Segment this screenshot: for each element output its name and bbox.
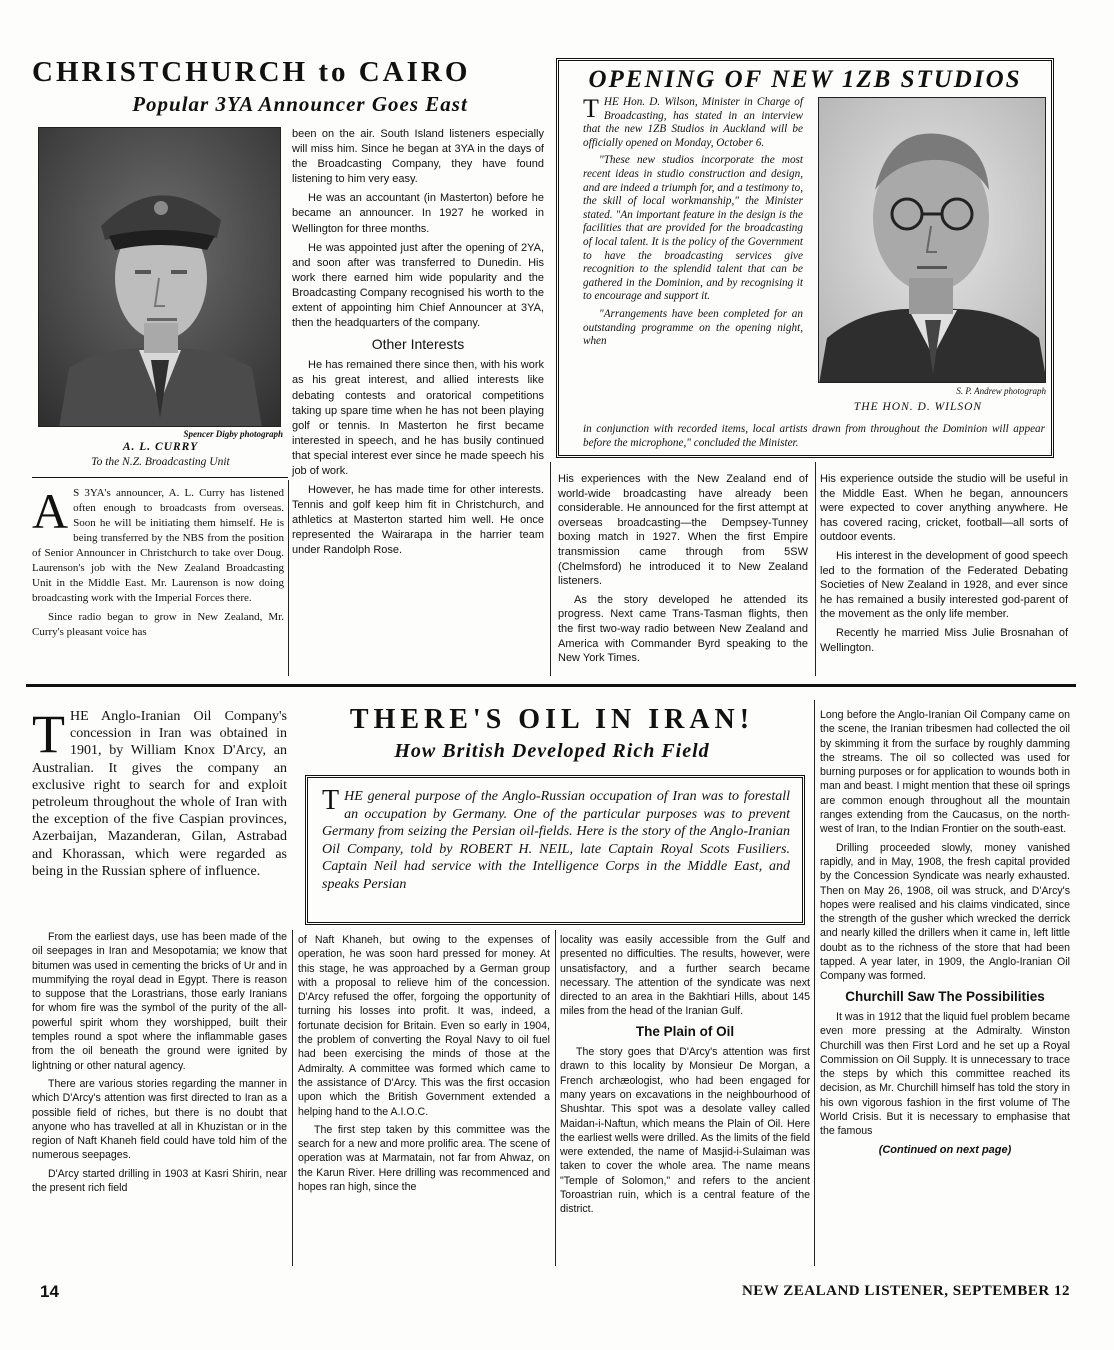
- wilson-portrait-photo: [818, 97, 1046, 383]
- story2-col1: [32, 930, 287, 1199]
- story2-col1-para3: D'Arcy started drilling in 1903 at Kasri Shirin, near the present rich field: [32, 1167, 287, 1195]
- story1-col2: [292, 127, 544, 563]
- story2-col3-para1: locality was easily accessible from the Gulf and presented no difficulties. The results, however, were unsatisfactory, and a further search became necessary. The attention of the syndicate was next directed to an area in the Bakhtiari Hills, about 145 miles from the head of the Iranian Gulf.: [560, 934, 810, 1018]
- story1-col3-para2: As the story developed he attended its progress. Next came Trans-Tasman flights, then the first two-way radio between New Zealand and America with Commander Byrd speaking to the New York Times.: [558, 593, 808, 665]
- story2-col2: [298, 933, 550, 1198]
- story2-lead-dropcap: T: [32, 704, 65, 764]
- story2-lead-text: HE Anglo-Iranian Oil Company's concession in Iran was obtained in 1901, by William Knox D'Arcy, an Australian. It gives the company an exclusive right to search for and exploit petroleum throughout the whole of Iran with the exception of the five Caspian provinces, Azerbaijan, Mazanderan, Gilan, Astrabad and Khorassan, which were regarded as being in the Russian sphere of influence.: [32, 709, 287, 879]
- studios-tail: in conjunction with recorded items, local artists drawn from throughout the Dominion will appear before the microphone," concluded the Minister.: [583, 423, 1045, 449]
- story2-col1-para2: There are various stories regarding the manner in which D'Arcy's attention was first directed to Iran as a possible field of riches, but there is no doubt that anyone who has travelled at all in Khuzistan or in the region of Naft Khaneh field could have told him of the numerous seepages.: [32, 1077, 287, 1162]
- section-divider: [26, 684, 1076, 687]
- story1-col2-para5: However, he has made time for other interests. Tennis and golf keep him fit in Christchurch, and athletics at Masterton started him well. He once represented the Wairarapa in the harrier team under Randolph Rose.: [292, 484, 544, 557]
- story1-col-rule-c: [815, 462, 816, 676]
- studios-text: [583, 96, 803, 353]
- story1-col2-para3: He was appointed just after the opening of 2YA, and soon after was transferred to Dunedin. His work there earned him wide popularity and the Broadcasting Company recognised his worth to the extent of appointing him Chief Announcer at 3YA, then the headquarters of the company.: [292, 241, 544, 330]
- story2-lead: [32, 704, 287, 884]
- story1-col4-para1: His experience outside the studio will be useful in the Middle East. When he began, announcers were expected to cover anything anywhere. He has covered racing, cricket, football—all sorts of outdoor events.: [820, 473, 1068, 544]
- story2-subtitle: How British Developed Rich Field: [394, 740, 710, 762]
- story1-subtitle: Popular 3YA Announcer Goes East: [132, 92, 468, 116]
- story2-col2-para1: of Naft Khaneh, but owing to the expenses of operation, he was soon hard pressed for money. At this stage, he was approached by a German group with a proposal to relieve him of the concession. D'Arcy refused the offer, forgoing the opportunity of turning his losses into profit. It was, indeed, a fortunate decision for Britain. Even so early in 1904, the problem of converting the Royal Navy to oil fuel had been exercising the minds of those at the Admiralty. A committee was formed which came to the assistance of D'Arcy. This was the first occasion upon which the British Government extended a helping hand to the A.I.O.C.: [298, 934, 550, 1118]
- story2-col1-para1: From the earliest days, use has been made of the oil seepages in Iran and Mesopotamia; we know that bitumen was used in cementing the bricks of Ur and in mummifying the royal dead in Egypt. There is reason to suppose that the Lorastrians, those early Iranians for whom fire was the symbol of the purity of the all-powerful spirit whom they worshipped, built their temples round a spot where the inflammable gases from the oil beneath the ground were ignited by lightning or other natural agency.: [32, 931, 287, 1072]
- story2-col3-para2: The story goes that D'Arcy's attention was first drawn to this locality by Monsieur De Morgan, a French archæologist, who had been engaged for many years on excavations in the neighbourhood of Shushtar. This spot was a desolate valley called Maidan-i-Naftun, which means the Plain of Oil. Here the earliest wells were drilled. As the limits of the field were extended, the name of Masjid-i-Sulaiman was taken to cover the whole area. The name means "Temple of Solomon," and refers to the ancient Toroastrian ruin, which is a central feature of the district.: [560, 1046, 810, 1216]
- story2-intro-dropcap: T: [322, 785, 340, 816]
- story1-lead-para2: Since radio began to grow in New Zealand, Mr. Curry's pleasant voice has: [32, 611, 284, 638]
- story1-other-interests-subhead: Other Interests: [371, 336, 465, 353]
- studios-para1: HE Hon. D. Wilson, Minister in Charge of Broadcasting, has stated in an interview that the new 1ZB Studios in Auckland will be officially opened on Monday, October 6.: [583, 96, 803, 149]
- curry-portrait-photo: [38, 127, 281, 427]
- story1-lead-text: S 3YA's announcer, A. L. Curry has listened often enough to broadcasts from overseas. Soon he will be initiating them himself. He is being transferred by the NBS from the position of Senior Announcer in Christchurch to take over Doug. Laurenson's job with the New Zealand Broadcasting Unit in the Middle East. Mr. Laurenson is now doing broadcasting work with the Imperial Forces there.: [32, 487, 284, 604]
- story2-col2-para2: The first step taken by this committee was the search for a new and more prolific area. The scene of operation was at Marmatain, not far from Ahwaz, on the Karun River. Here drilling was recommenced and hopes ran high, since the: [298, 1123, 550, 1194]
- studios-para2: "These new studios incorporate the most recent ideas in studio construction and design, and are indeed a triumph for, and a testimony to, the skill of local workmanship," the Minister stated. "An important feature in the design is the facilities that are provided for the broadcasting of local talent. It is the policy of the Government to have the broadcasting services give recognition to the splendid talent that can be gathered in the Dominion, and by recognising it to encourage and support it.: [583, 154, 803, 303]
- story2-col4-para3: It was in 1912 that the liquid fuel problem became even more pressing at the Admiralty. Winston Churchill was then First Lord and he set up a Royal Commission on Oil Supply. It is unnecessary to trace the steps by which this committee reached its decision, as Mr. Churchill himself has told the story in his own vigorous fashion in the first volume of The World Crisis. But it is necessary to emphasise that the famous: [820, 1010, 1070, 1138]
- wilson-portrait-image: [819, 98, 1046, 383]
- story1-col3: [558, 472, 808, 670]
- story2-intro-text: HE general purpose of the Anglo-Russian occupation of Iran was to forestall an occupation by Germany. One of the particular purposes was to prevent Germany from seizing the Persian oil-fields. Here is the story of the Anglo-Iranian Oil Company, told by ROBERT H. NEIL, late Captain Royal Scots Fusiliers. Captain Neil had service with the Intelligence Corps in the Middle East, and speaks Persian: [322, 789, 790, 892]
- story1-col4: [820, 472, 1068, 659]
- studios-para3: "Arrangements have been completed for an outstanding programme on the opening night, when: [583, 307, 803, 348]
- story2-col-rule-a: [292, 930, 293, 1266]
- story1-lead-column: [32, 483, 284, 644]
- story2-churchill-subhead: Churchill Saw The Possibilities: [845, 988, 1045, 1004]
- wilson-caption: THE HON. D. WILSON: [853, 401, 983, 413]
- studios-title: OPENING OF NEW 1ZB STUDIOS: [588, 66, 1022, 93]
- story1-dropcap: A: [32, 483, 69, 539]
- story2-col4-para2: Drilling proceeded slowly, money vanished rapidly, and in May, 1908, the fresh capital provided by the Concession Syndicate was nearly exhausted. Then on May 26, 1908, oil was struck, and D'Arcy's hopes were realised and his claims vindicated, since the strength of the gusher which wrecked the derrick and nearly killed the drillers when it came in, left little doubt as to the richness of the store that had been tapped. A year later, in 1909, the Anglo-Iranian Oil Company was formed.: [820, 841, 1070, 983]
- story1-col2-para2: He was an accountant (in Masterton) before he became an announcer. In 1927 he worked in Wellington for three months.: [292, 192, 544, 235]
- story1-col4-para2: His interest in the development of good speech led to the formation of the Federated Debating Societies of New Zealand in 1928, and ever since he has remained a busily interested god-parent of the movement as the only life member.: [820, 549, 1068, 621]
- story1-caption-rule: [32, 477, 288, 478]
- curry-caption-name: A. L. CURRY: [122, 441, 199, 453]
- curry-caption-role: To the N.Z. Broadcasting Unit: [91, 456, 230, 468]
- story2-col-rule-b: [555, 930, 556, 1266]
- story2-intro: [322, 785, 790, 893]
- story1-col-rule-a: [288, 480, 289, 676]
- curry-photo-credit: Spencer Digby photograph: [183, 429, 283, 439]
- story2-col-rule-c: [814, 700, 815, 1266]
- wilson-photo-credit: S. P. Andrew photograph: [956, 386, 1046, 396]
- curry-portrait-image: [39, 128, 281, 427]
- story2-title: THERE'S OIL IN IRAN!: [349, 704, 755, 735]
- story1-col3-para1: His experiences with the New Zealand end of world-wide broadcasting have already been considerable. He announced for the first attempt at overseas broadcasting—the Dempsey-Tunney boxing match in 1927. When the first Empire transmission came through from 5SW (Chelmsford) he introduced it to New Zealand listeners.: [558, 473, 808, 588]
- studios-dropcap: T: [583, 94, 599, 123]
- story2-col4: [820, 708, 1070, 1157]
- story2-plain-of-oil-subhead: The Plain of Oil: [635, 1023, 735, 1039]
- story1-col-rule-b: [550, 462, 551, 676]
- publication-footer: NEW ZEALAND LISTENER, SEPTEMBER 12: [741, 1283, 1070, 1299]
- story2-continued-note: (Continued on next page): [878, 1143, 1012, 1156]
- story1-col2-para1: been on the air. South Island listeners especially will miss him. Since he began at 3YA in the days of the Broadcasting Company, they have found listening to him very easy.: [292, 128, 544, 186]
- story1-col4-para3: Recently he married Miss Julie Brosnahan of Wellington.: [820, 626, 1068, 654]
- story1-col2-para4: He has remained there since then, with his work as his great interest, and allied interests like debating contests and oratorical competitions taking up spare time when he has not been playing golf or tennis. In Masterton he first became interested in speech, and he has busily continued that special interest ever since he made speech his job of work.: [292, 359, 544, 477]
- story1-title: CHRISTCHURCH to CAIRO: [32, 56, 471, 88]
- story2-col4-para1: Long before the Anglo-Iranian Oil Company came on the scene, the Iranian tribesmen had collected the oil by skimming it from the surface by roughly damming the streams. The oil so collected was used for burning purposes or for application to wounds both in man and beast. I might mention that these oil springs are common enough throughout all the mountain ranges extending from the Caucasus, on the north-west of Iran, to the Indian Frontier on the south-east.: [820, 709, 1070, 836]
- story2-col3: [560, 933, 810, 1221]
- page-number: 14: [40, 1282, 59, 1301]
